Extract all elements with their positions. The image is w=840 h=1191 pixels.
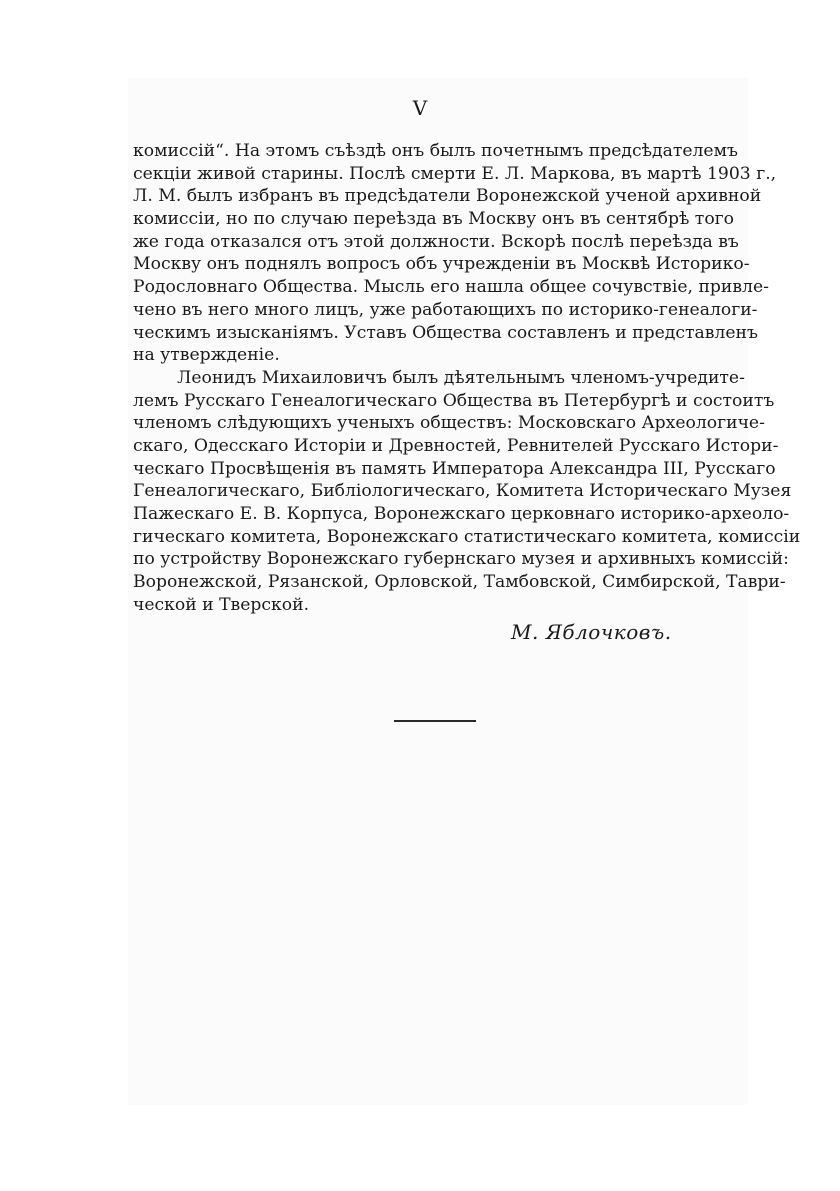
- text-line: чено въ него много лицъ, уже работающихъ по историко-генеалоги-: [133, 299, 758, 320]
- text-line: на утвержденіе.: [133, 345, 280, 366]
- text-line: же года отказался отъ этой должности. Вскорѣ послѣ переѣзда въ: [133, 231, 739, 252]
- text-line: Л. М. былъ избранъ въ предсѣдатели Воронежской ученой архивной: [133, 186, 762, 207]
- text-line: Воронежской, Рязанской, Орловской, Тамбовской, Симбирской, Таври-: [133, 572, 786, 593]
- text-line: комиссіи, но по случаю переѣзда въ Москву онъ въ сентябрѣ того: [133, 209, 735, 230]
- text-line: Леонидъ Михаиловичъ былъ дѣятельнымъ членомъ-учредите-: [177, 367, 745, 388]
- page-number: V: [412, 96, 428, 120]
- text-line: Москву онъ поднялъ вопросъ объ учрежденіи въ Москвѣ Историко-: [133, 254, 750, 275]
- text-line: лемъ Русскаго Генеалогическаго Общества въ Петербургѣ и состоитъ: [133, 390, 775, 411]
- text-line: Родословнаго Общества. Мысль его нашла общее сочувствіе, привле-: [133, 277, 769, 298]
- text-line: ческой и Тверской.: [133, 594, 310, 615]
- paragraph-1: [133, 140, 777, 367]
- text-line: секціи живой старины. Послѣ смерти Е. Л. Маркова, въ мартѣ 1903 г.,: [133, 163, 777, 184]
- section-divider: [394, 720, 476, 722]
- text-line: по устройству Воронежскаго губернскаго музея и архивныхъ комиссій:: [133, 549, 789, 570]
- body-text: [133, 140, 801, 616]
- text-line: гическаго комитета, Воронежскаго статистическаго комитета, комиссіи: [133, 526, 801, 547]
- text-line: Генеалогическаго, Библіологическаго, Комитета Историческаго Музея: [133, 481, 792, 502]
- text-line: членомъ слѣдующихъ ученыхъ обществъ: Московскаго Археологиче-: [133, 413, 765, 434]
- author-signature: М. Яблочковъ.: [511, 620, 672, 644]
- text-line: ческаго Просвѣщенія въ память Императора Александра III, Русскаго: [133, 458, 776, 479]
- text-line: комиссій“. На этомъ съѣздѣ онъ былъ почетнымъ предсѣдателемъ: [133, 141, 738, 161]
- text-line: ческимъ изысканіямъ. Уставъ Общества составленъ и представленъ: [133, 322, 758, 343]
- paragraph-2: [133, 367, 801, 617]
- text-line: скаго, Одесскаго Исторіи и Древностей, Ревнителей Русскаго Истори-: [133, 435, 779, 456]
- text-line: Пажескаго Е. В. Корпуса, Воронежскаго церковнаго историко-археоло-: [133, 504, 790, 524]
